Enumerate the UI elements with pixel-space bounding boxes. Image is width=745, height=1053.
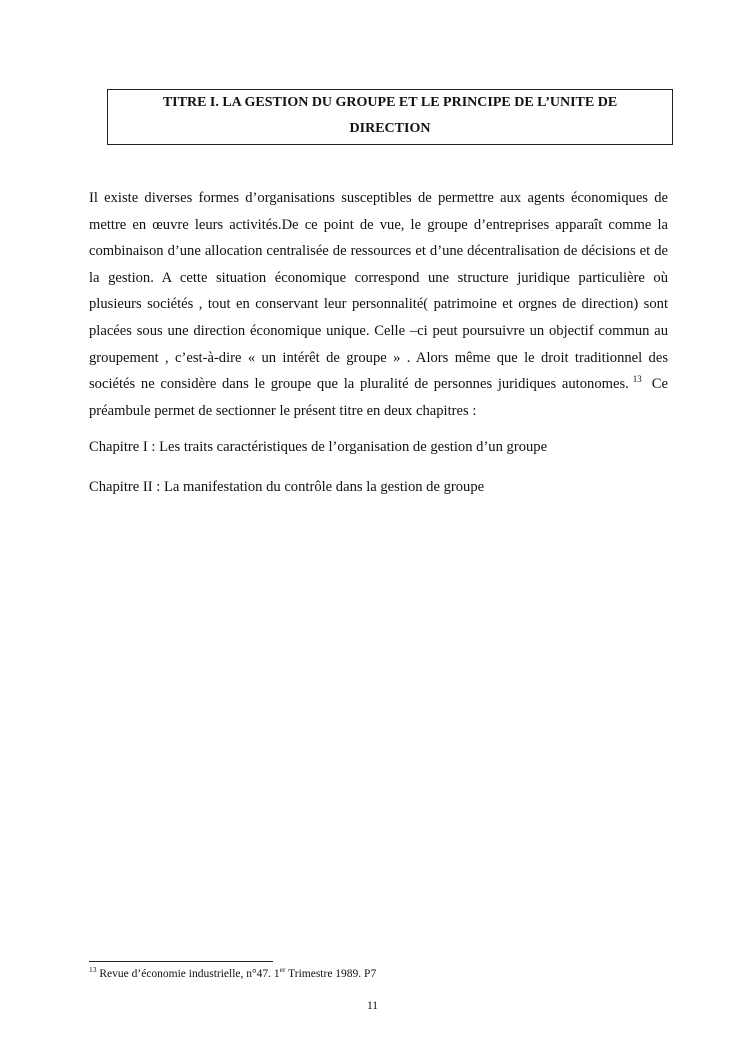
- page-number: 11: [366, 1000, 379, 1012]
- title-line-1: TITRE I. LA GESTION DU GROUPE ET LE PRINCIPE DE L’UNITE DE: [162, 95, 618, 110]
- footnote-reference[interactable]: 13: [632, 374, 642, 385]
- footnote-number: 13: [89, 965, 97, 974]
- intro-paragraph: [89, 185, 668, 424]
- title-box: [107, 89, 673, 145]
- paragraph-text: Il existe diverses formes d’organisations susceptibles de permettre aux agents économiques de mettre en œuvre leurs activités.De ce point de vue, le groupe d’entreprises apparaît comme la combinaison d’une allocation centralisée de ressources et d’une décentralisation de décisions et de la gestion. A cette situation économique correspond une structure juridique particulière où plusieurs sociétés , tout en conservant leur personnalité( patrimoine et orgnes de direction) sont placées sous une direction économique unique. Celle –ci peut poursuivre un objectif commun au groupement , c’est-à-dire « un intérêt de groupe » . Alors même que le droit traditionnel des sociétés ne considère dans le groupe que la pluralité de personnes juridiques autonomes.: [89, 190, 668, 393]
- chapter-1-heading: Chapitre I : Les traits caractéristiques de l’organisation de gestion d’un groupe: [89, 439, 548, 455]
- footnote-text-end: Trimestre 1989. P7: [285, 967, 377, 980]
- footnote-text: Revue d’économie industrielle, n°47. 1: [99, 967, 280, 980]
- footnote: [89, 965, 376, 980]
- footnote-superscript: er: [279, 965, 286, 974]
- chapter-2-heading: Chapitre II : La manifestation du contrôle dans la gestion de groupe: [89, 479, 485, 495]
- footnote-separator: [89, 961, 273, 962]
- paragraph-text-continued: Ce préambule permet de sectionner le présent titre en deux chapitres :: [89, 376, 668, 419]
- title-line-2: DIRECTION: [349, 121, 431, 136]
